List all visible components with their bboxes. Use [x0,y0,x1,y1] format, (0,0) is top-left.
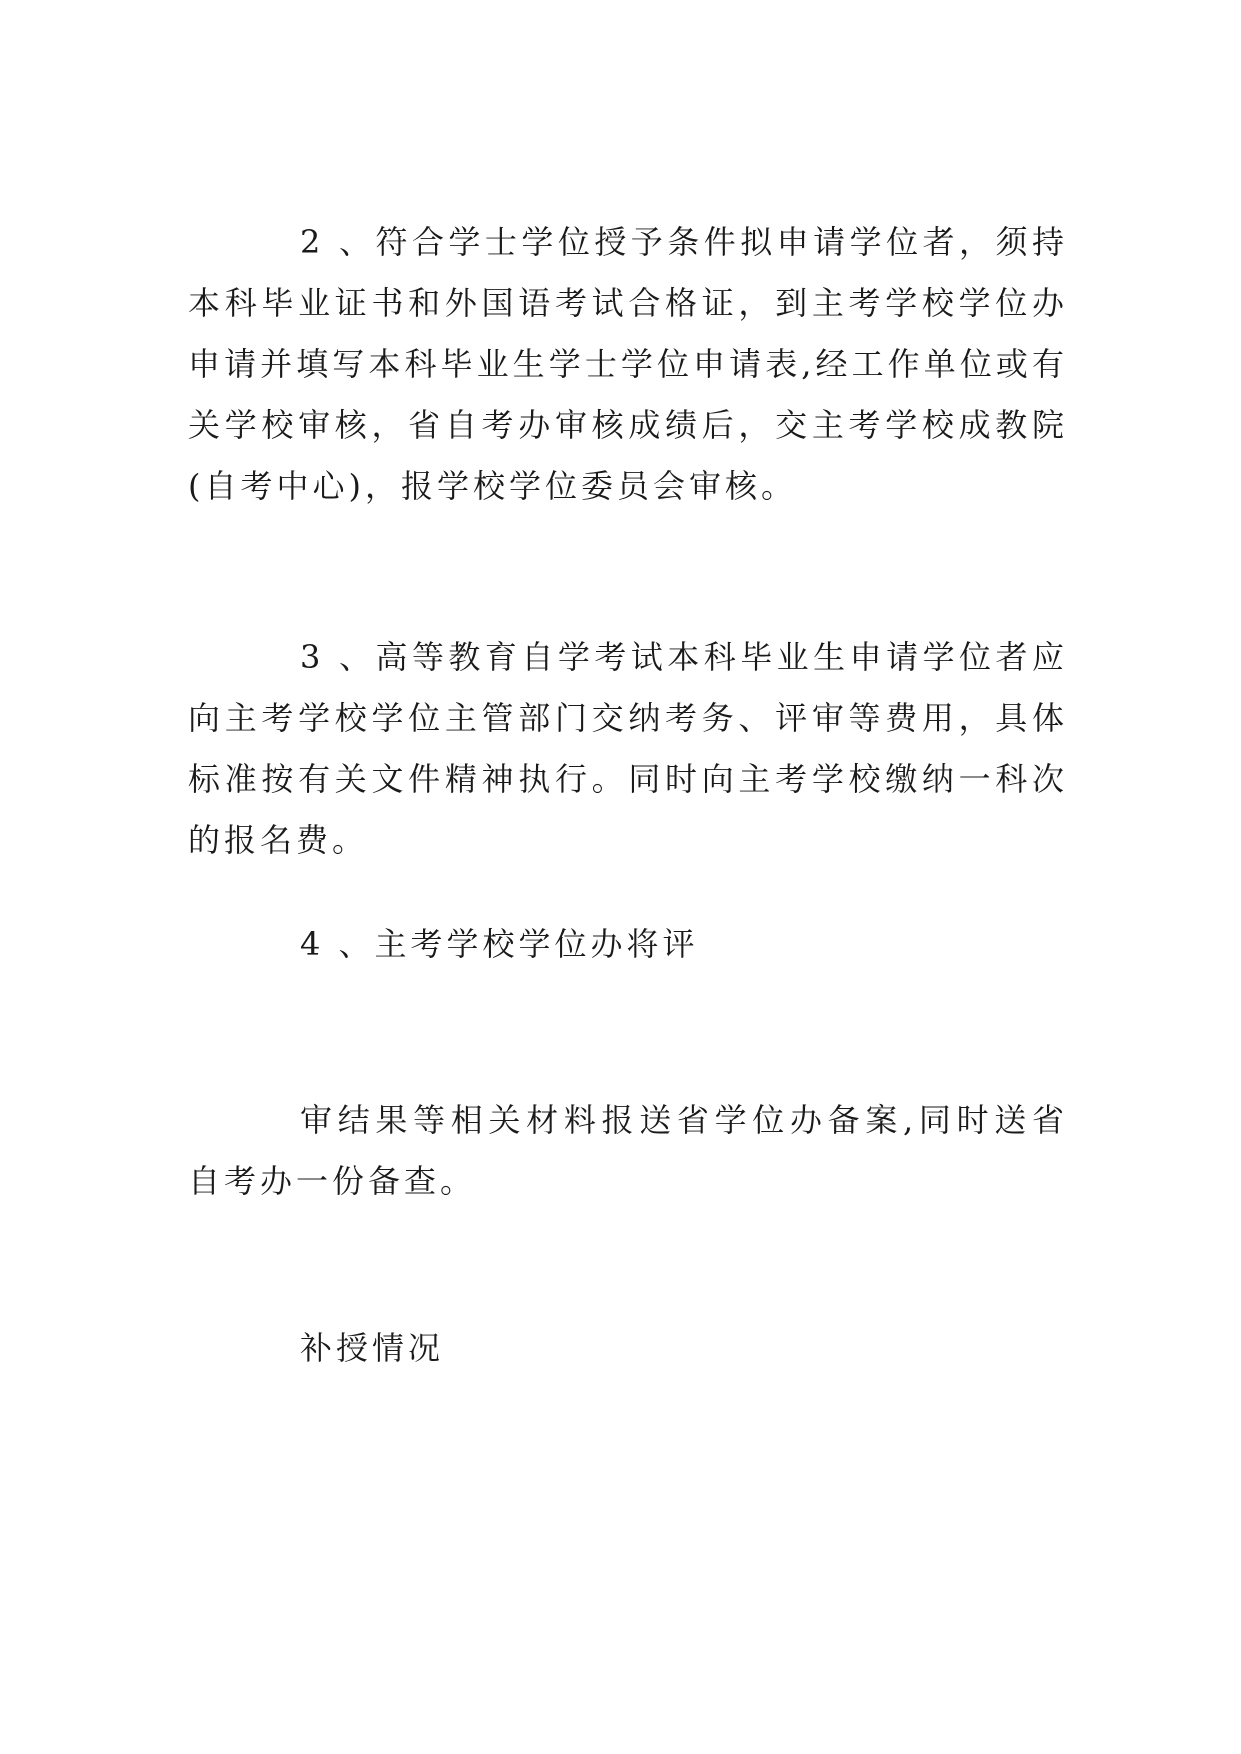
paragraph-item-4: 4 、主考学校学位办将评 [300,925,699,963]
paragraph-item-2: 2 、符合学士学位授予条件拟申请学位者，须持本科毕业证书和外国语考试合格证，到主考学校学位办申请并填写本科毕业生学士学位申请表,经工作单位或有关学校审核，省自考办审核成绩后，交主考学校成教院(自考中心)，报学校学位委员会审核。 [188,223,1068,505]
paragraph-continuation: 审结果等相关材料报送省学位办备案,同时送省自考办一份备查。 [188,1101,1068,1200]
paragraph-item-3: 3 、高等教育自学考试本科毕业生申请学位者应向主考学校学位主管部门交纳考务、评审等费用，具体标准按有关文件精神执行。同时向主考学校缴纳一科次的报名费。 [188,638,1068,859]
section-heading-supplementary: 补授情况 [300,1329,445,1367]
